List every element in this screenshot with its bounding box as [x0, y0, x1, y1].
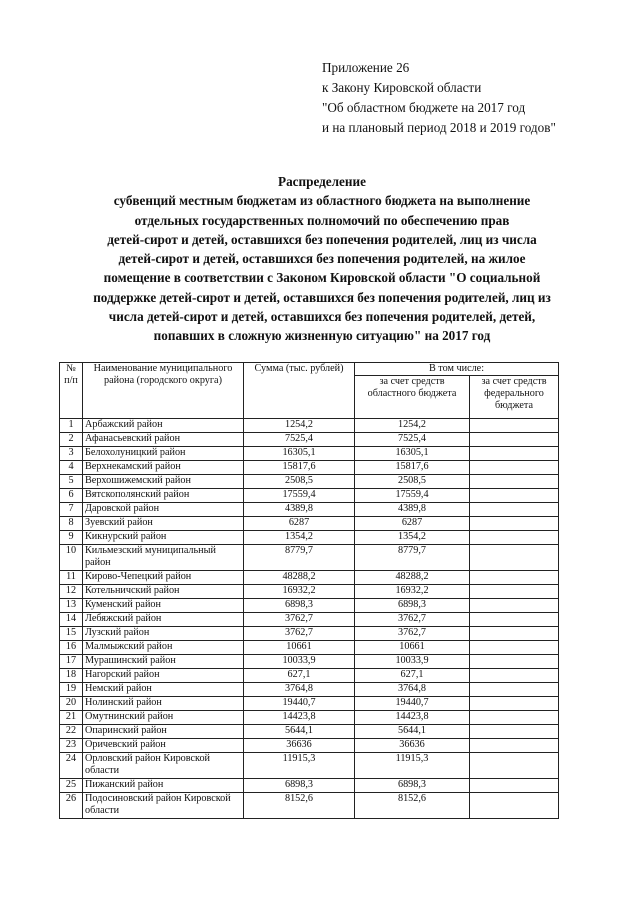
heading-line: поддержке детей-сирот и детей, оставшихся без попечения родителей, лиц из	[93, 289, 551, 305]
row-sum: 3762,7	[244, 613, 355, 627]
row-federal-budget	[470, 739, 559, 753]
row-sum: 14423,8	[244, 711, 355, 725]
heading-title: Распределение	[278, 174, 366, 189]
row-federal-budget	[470, 655, 559, 669]
row-number: 25	[60, 779, 83, 793]
row-sum: 36636	[244, 739, 355, 753]
row-federal-budget	[470, 683, 559, 697]
row-district-name: Подосиновский район Кировской области	[83, 793, 244, 819]
row-federal-budget	[470, 489, 559, 503]
row-sum: 8779,7	[244, 545, 355, 571]
row-regional-budget: 17559,4	[355, 489, 470, 503]
table-row	[60, 433, 559, 447]
heading-line: отдельных государственных полномочий по обеспечению прав	[134, 212, 510, 228]
row-district-name: Малмыжский район	[83, 641, 244, 655]
row-number: 24	[60, 753, 83, 779]
row-sum: 16305,1	[244, 447, 355, 461]
table-row	[60, 531, 559, 545]
heading-line: числа детей-сирот и детей, оставшихся без попечения родителей, детей,	[108, 309, 536, 325]
header-including: В том числе:	[355, 363, 559, 376]
row-district-name: Афанасьевский район	[83, 433, 244, 447]
row-federal-budget	[470, 531, 559, 545]
table-row	[60, 697, 559, 711]
row-number: 11	[60, 571, 83, 585]
distribution-table	[59, 362, 559, 819]
row-district-name: Кирово-Чепецкий район	[83, 571, 244, 585]
table-row	[60, 641, 559, 655]
table-row	[60, 517, 559, 531]
table-row	[60, 725, 559, 739]
row-regional-budget: 14423,8	[355, 711, 470, 725]
row-regional-budget: 6287	[355, 517, 470, 531]
appendix-line: Приложение 26	[322, 60, 410, 75]
row-federal-budget	[470, 599, 559, 613]
heading-line: детей-сирот и детей, оставшихся без попечения родителей, на жилое	[118, 251, 526, 267]
row-number: 13	[60, 599, 83, 613]
row-district-name: Вятскополянский район	[83, 489, 244, 503]
row-number: 12	[60, 585, 83, 599]
appendix-caption	[322, 58, 556, 138]
header-district-name: Наименование муниципального района (городского округа)	[83, 363, 244, 419]
row-district-name: Лузский район	[83, 627, 244, 641]
row-number: 18	[60, 669, 83, 683]
row-regional-budget: 11915,3	[355, 753, 470, 779]
row-number: 16	[60, 641, 83, 655]
row-regional-budget: 3762,7	[355, 627, 470, 641]
row-regional-budget: 8779,7	[355, 545, 470, 571]
row-district-name: Орловский район Кировской области	[83, 753, 244, 779]
row-regional-budget: 10033,9	[355, 655, 470, 669]
table-row	[60, 683, 559, 697]
row-number: 22	[60, 725, 83, 739]
heading-line: детей-сирот и детей, оставшихся без попечения родителей, лиц из числа	[107, 231, 537, 247]
row-sum: 3764,8	[244, 683, 355, 697]
row-sum: 627,1	[244, 669, 355, 683]
appendix-line: и на плановый период 2018 и 2019 годов"	[322, 120, 556, 135]
row-federal-budget	[470, 433, 559, 447]
row-regional-budget: 16305,1	[355, 447, 470, 461]
row-federal-budget	[470, 779, 559, 793]
row-regional-budget: 8152,6	[355, 793, 470, 819]
row-district-name: Верхошижемский район	[83, 475, 244, 489]
table-row	[60, 461, 559, 475]
row-sum: 6898,3	[244, 779, 355, 793]
row-number: 26	[60, 793, 83, 819]
header-federal-budget: за счет средств федерального бюджета	[470, 376, 559, 419]
table-row	[60, 779, 559, 793]
row-regional-budget: 5644,1	[355, 725, 470, 739]
row-district-name: Мурашинский район	[83, 655, 244, 669]
row-sum: 10661	[244, 641, 355, 655]
row-sum: 4389,8	[244, 503, 355, 517]
appendix-line: к Закону Кировской области	[322, 80, 482, 95]
row-regional-budget: 6898,3	[355, 599, 470, 613]
row-district-name: Верхнекамский район	[83, 461, 244, 475]
row-number: 7	[60, 503, 83, 517]
row-sum: 3762,7	[244, 627, 355, 641]
row-sum: 10033,9	[244, 655, 355, 669]
row-federal-budget	[470, 585, 559, 599]
row-number: 10	[60, 545, 83, 571]
row-regional-budget: 3764,8	[355, 683, 470, 697]
table-row	[60, 489, 559, 503]
row-district-name: Нолинский район	[83, 697, 244, 711]
table-row	[60, 627, 559, 641]
row-federal-budget	[470, 545, 559, 571]
row-regional-budget: 4389,8	[355, 503, 470, 517]
row-district-name: Кикнурский район	[83, 531, 244, 545]
row-number: 23	[60, 739, 83, 753]
row-number: 3	[60, 447, 83, 461]
row-federal-budget	[470, 753, 559, 779]
table-row	[60, 503, 559, 517]
table-row	[60, 711, 559, 725]
row-number: 8	[60, 517, 83, 531]
table-row	[60, 585, 559, 599]
row-district-name: Котельничский район	[83, 585, 244, 599]
table-row	[60, 419, 559, 433]
row-federal-budget	[470, 517, 559, 531]
table-row	[60, 739, 559, 753]
header-number: № п/п	[60, 363, 83, 419]
row-district-name: Пижанский район	[83, 779, 244, 793]
row-regional-budget: 16932,2	[355, 585, 470, 599]
row-number: 1	[60, 419, 83, 433]
row-federal-budget	[470, 461, 559, 475]
document-heading	[72, 172, 572, 346]
table-row	[60, 655, 559, 669]
row-district-name: Омутнинский район	[83, 711, 244, 725]
row-sum: 15817,6	[244, 461, 355, 475]
row-sum: 11915,3	[244, 753, 355, 779]
heading-line: субвенций местным бюджетам из областного бюджета на выполнение	[113, 193, 531, 209]
row-regional-budget: 48288,2	[355, 571, 470, 585]
row-regional-budget: 2508,5	[355, 475, 470, 489]
row-regional-budget: 627,1	[355, 669, 470, 683]
row-sum: 8152,6	[244, 793, 355, 819]
row-district-name: Немский район	[83, 683, 244, 697]
row-federal-budget	[470, 641, 559, 655]
row-regional-budget: 6898,3	[355, 779, 470, 793]
row-district-name: Оричевский район	[83, 739, 244, 753]
row-sum: 48288,2	[244, 571, 355, 585]
row-number: 20	[60, 697, 83, 711]
row-number: 21	[60, 711, 83, 725]
row-district-name: Зуевский район	[83, 517, 244, 531]
row-number: 17	[60, 655, 83, 669]
row-regional-budget: 1254,2	[355, 419, 470, 433]
table-row	[60, 545, 559, 571]
row-federal-budget	[470, 419, 559, 433]
row-sum: 1354,2	[244, 531, 355, 545]
row-district-name: Опаринский район	[83, 725, 244, 739]
row-federal-budget	[470, 697, 559, 711]
table-row	[60, 447, 559, 461]
row-sum: 16932,2	[244, 585, 355, 599]
table-header	[60, 363, 559, 419]
row-federal-budget	[470, 613, 559, 627]
row-sum: 1254,2	[244, 419, 355, 433]
row-federal-budget	[470, 475, 559, 489]
table-row	[60, 475, 559, 489]
table-row	[60, 599, 559, 613]
table-row	[60, 571, 559, 585]
row-federal-budget	[470, 725, 559, 739]
row-sum: 2508,5	[244, 475, 355, 489]
row-number: 14	[60, 613, 83, 627]
row-federal-budget	[470, 627, 559, 641]
table-row	[60, 753, 559, 779]
row-district-name: Белохолуницкий район	[83, 447, 244, 461]
appendix-line: "Об областном бюджете на 2017 год	[322, 100, 526, 115]
row-district-name: Нагорский район	[83, 669, 244, 683]
row-federal-budget	[470, 793, 559, 819]
row-district-name: Куменский район	[83, 599, 244, 613]
row-district-name: Кильмезский муниципальный район	[83, 545, 244, 571]
row-sum: 17559,4	[244, 489, 355, 503]
header-sum: Сумма (тыс. рублей)	[244, 363, 355, 419]
row-number: 6	[60, 489, 83, 503]
row-federal-budget	[470, 503, 559, 517]
table-body	[60, 419, 559, 819]
row-number: 19	[60, 683, 83, 697]
row-federal-budget	[470, 711, 559, 725]
row-number: 9	[60, 531, 83, 545]
row-district-name: Арбажский район	[83, 419, 244, 433]
row-federal-budget	[470, 571, 559, 585]
table-row	[60, 669, 559, 683]
row-federal-budget	[470, 669, 559, 683]
row-number: 5	[60, 475, 83, 489]
row-sum: 6898,3	[244, 599, 355, 613]
row-regional-budget: 7525,4	[355, 433, 470, 447]
row-district-name: Даровской район	[83, 503, 244, 517]
header-regional-budget: за счет средств областного бюджета	[355, 376, 470, 419]
row-regional-budget: 19440,7	[355, 697, 470, 711]
row-sum: 7525,4	[244, 433, 355, 447]
row-district-name: Лебяжский район	[83, 613, 244, 627]
row-number: 4	[60, 461, 83, 475]
heading-line: попавших в сложную жизненную ситуацию" на 2017 год	[153, 328, 491, 344]
row-number: 15	[60, 627, 83, 641]
row-federal-budget	[470, 447, 559, 461]
row-regional-budget: 3762,7	[355, 613, 470, 627]
heading-line: помещение в соответствии с Законом Кировской области "О социальной	[103, 270, 541, 286]
row-regional-budget: 1354,2	[355, 531, 470, 545]
row-sum: 6287	[244, 517, 355, 531]
table-row	[60, 793, 559, 819]
row-number: 2	[60, 433, 83, 447]
table-row	[60, 613, 559, 627]
row-regional-budget: 36636	[355, 739, 470, 753]
row-regional-budget: 15817,6	[355, 461, 470, 475]
row-regional-budget: 10661	[355, 641, 470, 655]
row-sum: 5644,1	[244, 725, 355, 739]
row-sum: 19440,7	[244, 697, 355, 711]
